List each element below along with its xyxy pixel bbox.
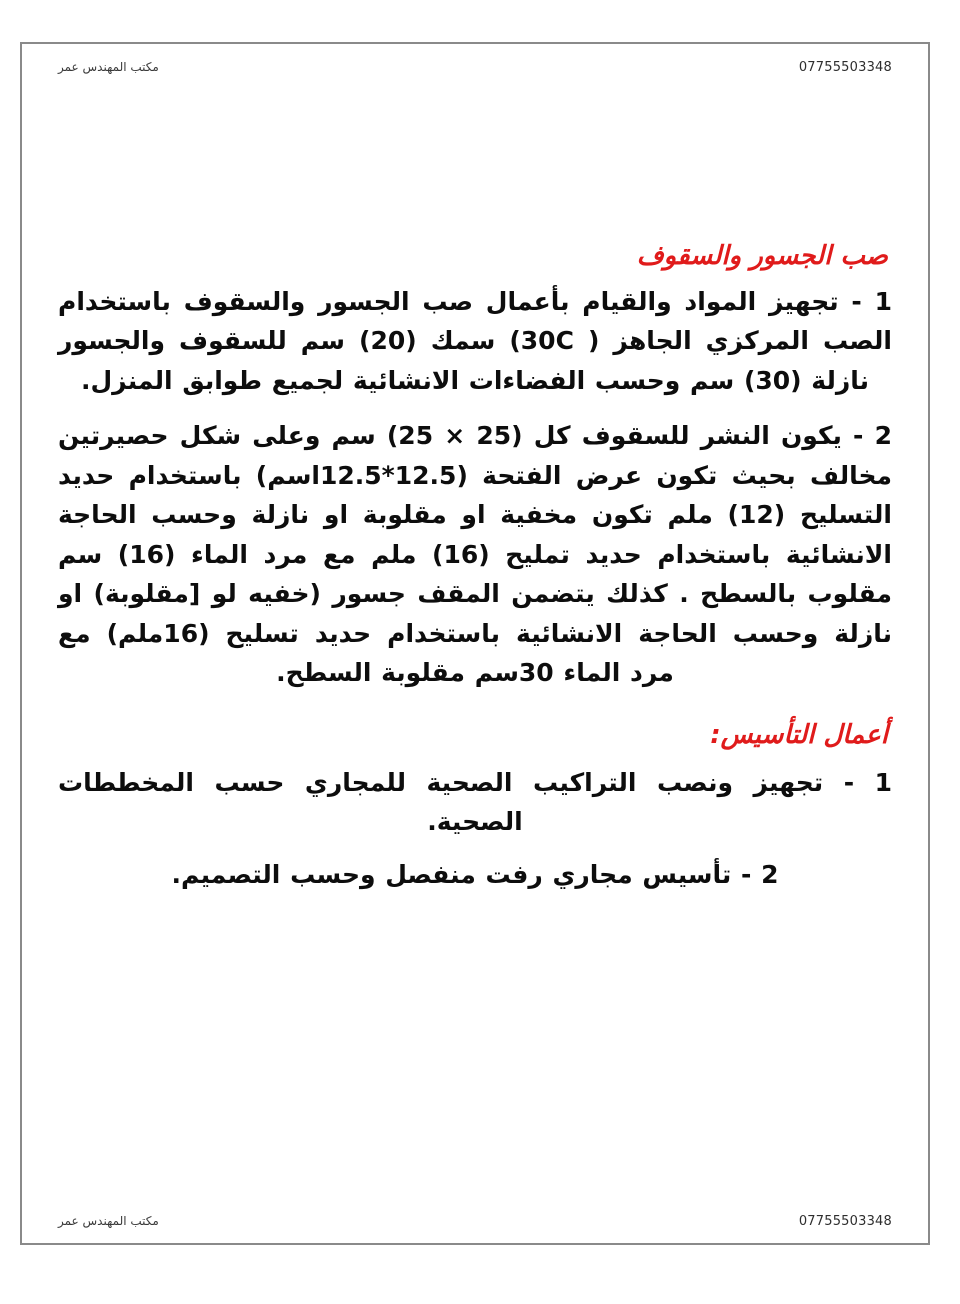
paragraph-foundation-1: 1 - تجهيز ونصب التراكيب الصحية للمجاري حسب المخططات الصحية. xyxy=(58,767,892,836)
header-office-name: مكتب المهندس عمر xyxy=(58,60,159,74)
paragraph-foundation-2: 2 - تأسيس مجاري رفت منفصل وحسب التصميم. xyxy=(171,859,779,889)
footer-office-name: مكتب المهندس عمر xyxy=(58,1214,159,1228)
document-page xyxy=(20,42,930,1245)
page-header xyxy=(58,60,892,75)
section-heading-casting: صب الجسور والسقوف xyxy=(636,241,888,271)
header-phone-number: 07755503348 xyxy=(798,60,892,75)
section-heading-foundation: أعمال التأسيس: xyxy=(710,719,888,750)
paragraph-casting-1: 1 - تجهيز المواد والقيام بأعمال صب الجسور والسقوف باستخدام الصب المركزي الجاهز ( 30C) سمك (20) سم للسقوف والجسور نازلة (30) سم وحسب الفضاءات الانشائية لجميع طوابق المنزل. xyxy=(58,286,893,395)
paragraph-casting-2: 2 - يكون النشر للسقوف كل (25 × 25) سم وعلى شكل حصيرتين مخالف بحيث تكون عرض الفتحة (12.5*12.5اسم) باستخدام حديد التسليح (12) ملم تكون مخفية او مقلوبة او نازلة وحسب الحاجة الانشائية باستخدام حديد تمليح (16) ملم مع مرد الماء (16) سم مقلوب بالسطح . كذلك يتضمن المقف جسور (خفيه لو [مقلوبة) او نازلة وحسب الحاجة الانشائية باستخدام حديد تسليح (16ملم) مع مرد الماء 30سم مقلوبة السطح. xyxy=(58,421,892,688)
page-footer xyxy=(58,1214,892,1229)
document-body xyxy=(58,240,892,908)
footer-phone-number: 07755503348 xyxy=(798,1214,892,1229)
page-inner xyxy=(22,44,928,1243)
